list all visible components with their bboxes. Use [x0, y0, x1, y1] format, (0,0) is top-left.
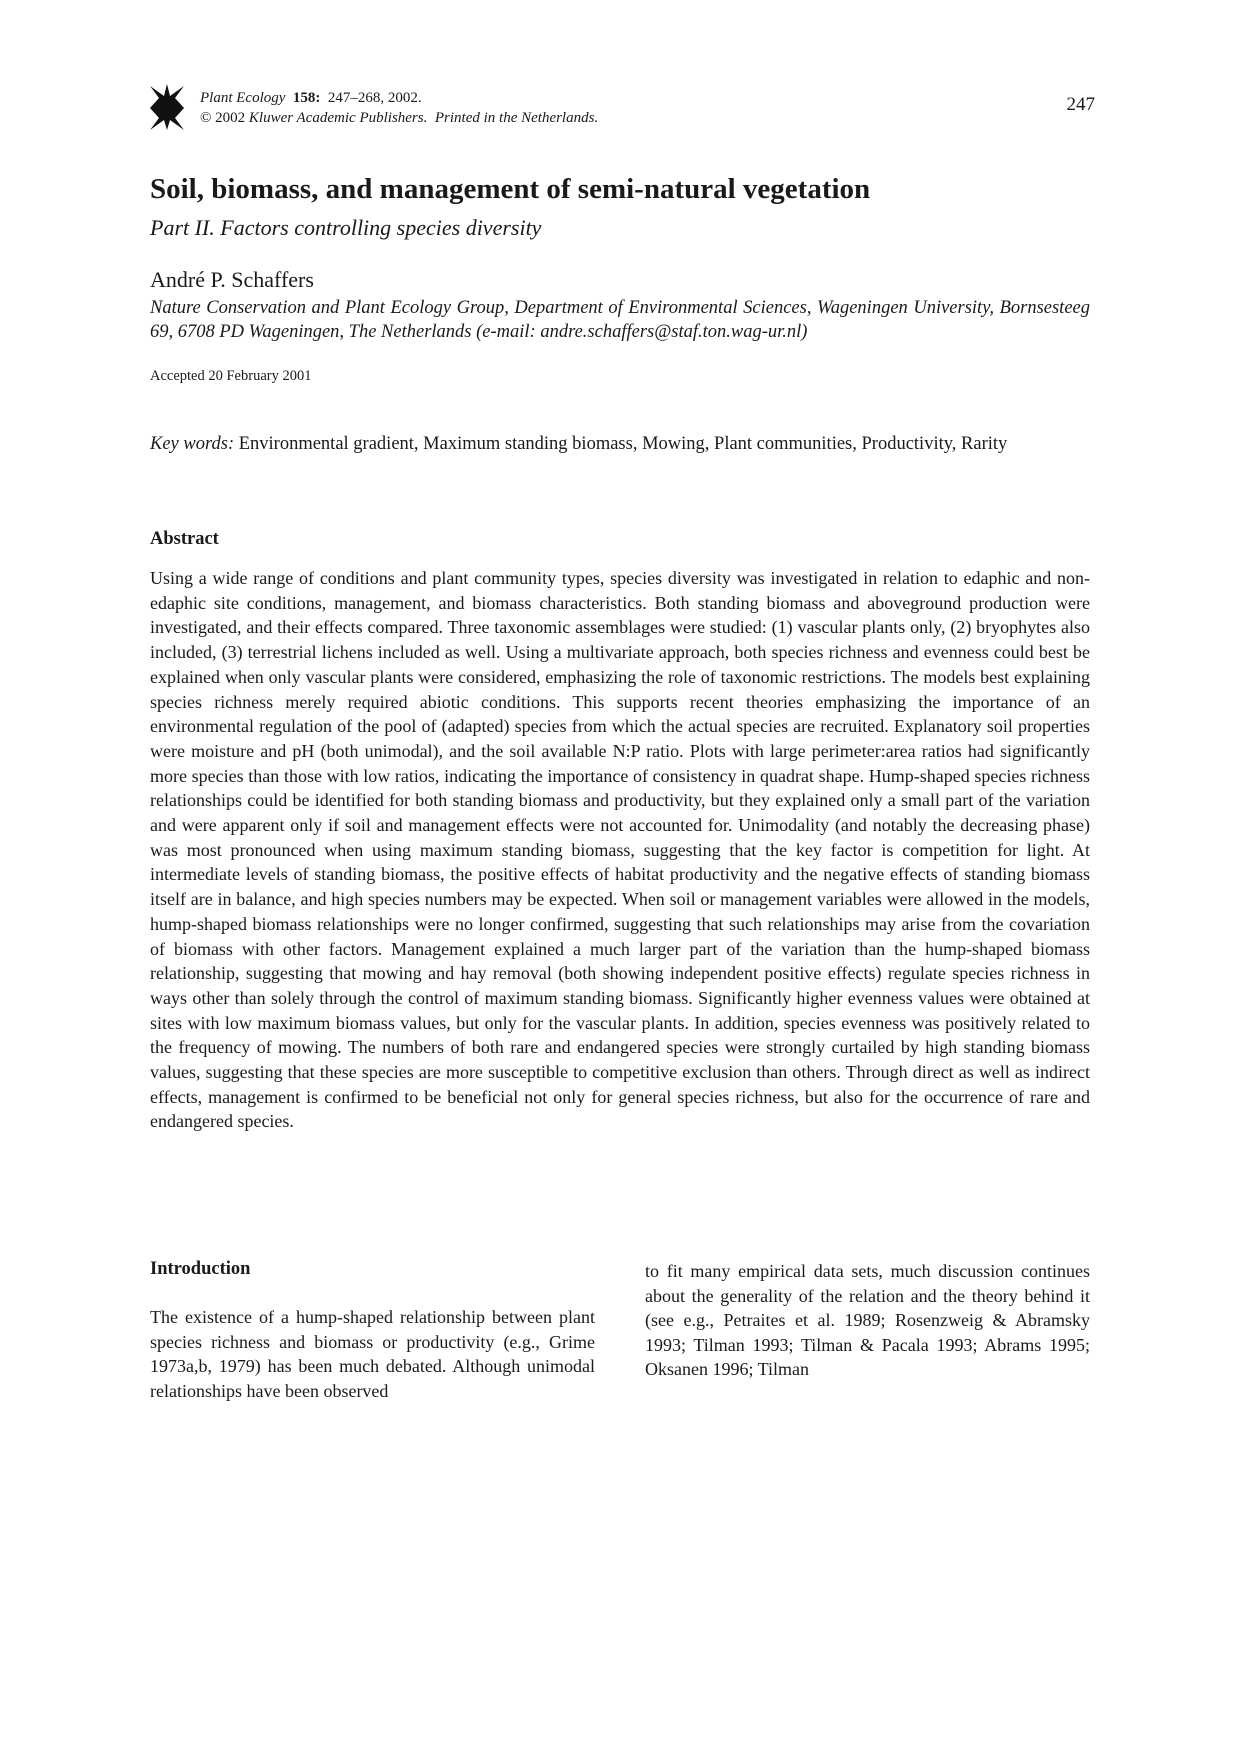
introduction-heading: Introduction: [150, 1259, 251, 1279]
keywords: [150, 432, 1090, 456]
journal-pages: 247–268, 2002.: [327, 90, 422, 106]
page-number: 247: [1066, 94, 1095, 115]
article-title: Soil, biomass, and management of semi-natural vegetation: [150, 173, 871, 205]
journal-volume: 158:: [292, 90, 321, 106]
journal-name: Plant Ecology: [200, 90, 286, 106]
article-subtitle: Part II. Factors controlling species diversity: [150, 215, 542, 240]
journal-citation: [200, 88, 598, 128]
copyright-symbol: ©: [200, 110, 212, 126]
author-name: André P. Schaffers: [150, 267, 314, 292]
journal-line: [200, 88, 598, 108]
copyright-line: [200, 108, 598, 128]
keywords-list: Environmental gradient, Maximum standing biomass, Mowing, Plant communities, Productivity, Rarity: [238, 434, 1008, 454]
printed-note: Printed in the Netherlands.: [434, 110, 599, 126]
publisher-name: Kluwer Academic Publishers.: [248, 110, 428, 126]
publisher-logo-icon: [150, 84, 184, 130]
accepted-date: Accepted 20 February 2001: [150, 368, 312, 384]
introduction-right-column: to fit many empirical data sets, much discussion continues about the generality of the relation and the theory behind it (see e.g., Petraites et al. 1989; Rosenzweig & Abramsky 1993; Tilman 1993; Tilman & Pacala 1993; Abrams 1995; Oksanen 1996; Tilman: [645, 1261, 1090, 1380]
author-affiliation: Nature Conservation and Plant Ecology Group, Department of Environmental Sciences, Wageningen University, Bornsesteeg 69, 6708 PD Wageningen, The Netherlands (e-mail: andre.schaffers@staf.ton.wag-ur.nl): [150, 298, 1090, 342]
copyright-year: 2002: [215, 110, 246, 126]
abstract-heading: Abstract: [150, 529, 219, 549]
keywords-label: Key words:: [150, 434, 235, 454]
abstract-text: Using a wide range of conditions and plant community types, species diversity was investigated in relation to edaphic and non-edaphic site conditions, management, and biomass characteristics. Both standing biomass and aboveground production were investigated, and their effects compared. Three taxonomic assemblages were studied: (1) vascular plants only, (2) bryophytes also included, (3) terrestrial lichens included as well. Using a multivariate approach, both species richness and evenness could best be explained when only vascular plants were considered, emphasizing the role of taxonomic restrictions. The models best explaining species richness merely required abiotic conditions. This supports recent theories emphasizing the importance of an environmental regulation of the pool of (adapted) species from which the actual species are recruited. Explanatory soil properties were moisture and pH (both unimodal), and the soil available N:P ratio. Plots with large perimeter:area ratios had significantly more species than those with low ratios, indicating the importance of consistency in quadrat shape. Hump-shaped species richness relationships could be identified for both standing biomass and productivity, but they explained only a small part of the variation and were apparent only if soil and management effects were not accounted for. Unimodality (and notably the decreasing phase) was most pronounced when using maximum standing biomass, suggesting that the key factor is competition for light. At intermediate levels of standing biomass, the positive effects of habitat productivity and the negative effects of standing biomass itself are in balance, and high species numbers may be expected. When soil or management variables were allowed in the models, hump-shaped biomass relationships were no longer confirmed, suggesting that such relationships may arise from the covariation of biomass with other factors. Management explained a much larger part of the variation than the hump-shaped biomass relationship, suggesting that mowing and hay removal (both showing independent positive effects) regulate species richness in ways other than solely through the control of maximum standing biomass. Significantly higher evenness values were obtained at sites with low maximum biomass values, but only for the vascular plants. In addition, species evenness was positively related to the frequency of mowing. The numbers of both rare and endangered species were strongly curtailed by high standing biomass values, suggesting that these species are more susceptible to competitive exclusion than others. Through direct as well as indirect effects, management is confirmed to be beneficial not only for general species richness, but also for the occurrence of rare and endangered species.: [150, 568, 1090, 1132]
introduction-left-column: The existence of a hump-shaped relationship between plant species richness and biomass or productivity (e.g., Grime 1973a,b, 1979) has been much debated. Although unimodal relationships have been observed: [150, 1307, 595, 1401]
